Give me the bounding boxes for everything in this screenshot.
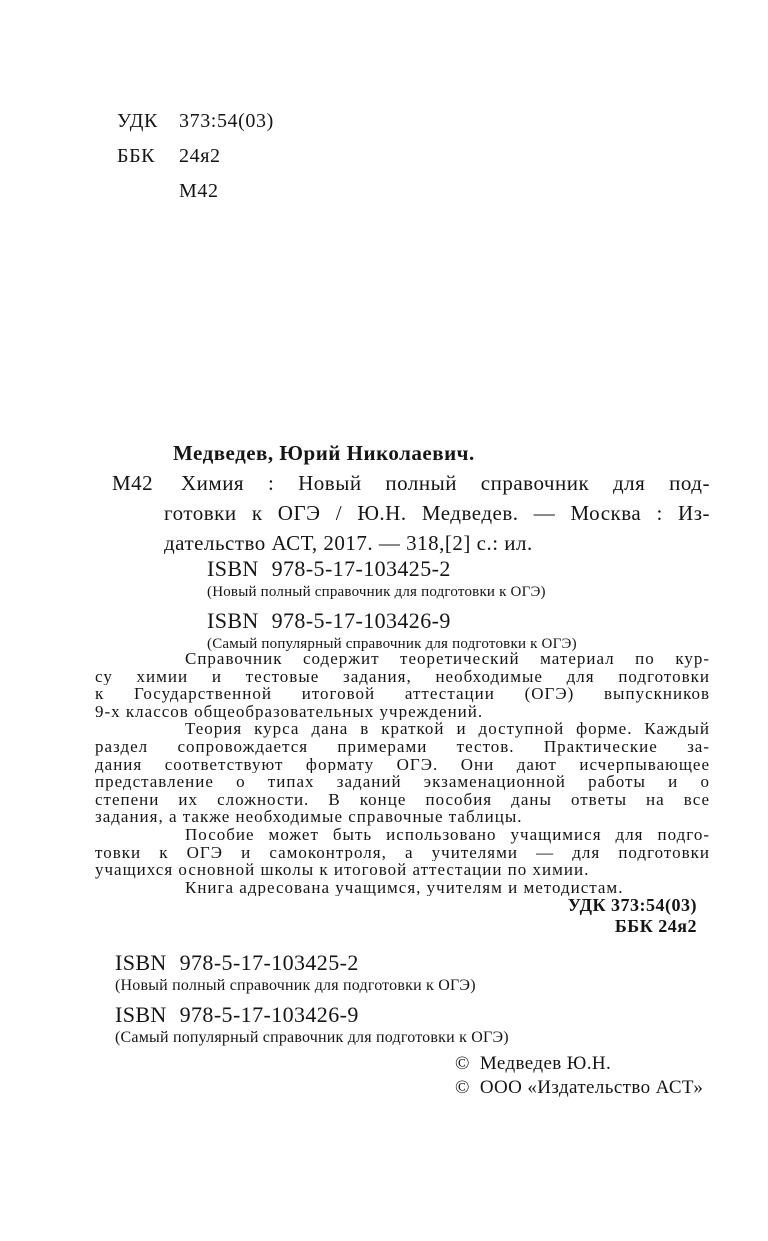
bbk-label: ББК <box>117 145 156 167</box>
m42-code-row <box>117 174 274 209</box>
udk-label: УДК <box>117 110 158 132</box>
copyright-line <box>455 1052 703 1076</box>
annotation-paragraph-4 <box>95 879 710 897</box>
record-line: Химия : Новый полный справочник для под- <box>181 471 710 495</box>
isbn-number: ISBN 978-5-17-103425-2 <box>207 556 451 581</box>
copyright-block <box>455 1052 703 1100</box>
copyright-line <box>455 1076 703 1100</box>
isbn-number: ISBN 978-5-17-103425-2 <box>115 950 359 975</box>
bibliographic-record <box>112 438 710 558</box>
annotation-line: су химии и тестовые задания, необходимые для подготовки <box>95 667 710 686</box>
annotation-line: Справочник содержит теоретический материал по кур- <box>185 650 710 668</box>
udk-right: УДК 373:54(03) <box>567 895 697 915</box>
annotation-line: Теория курса дана в краткой и доступной форме. Каждый <box>185 720 710 738</box>
annotation-line: Пособие может быть использовано учащимися для подго- <box>185 825 710 844</box>
annotation-line: к Государственной итоговой аттестации (ОГЭ) выпускников <box>95 685 710 703</box>
record-card <box>112 468 710 558</box>
record-line: готовки к ОГЭ / Ю.Н. Медведев. — Москва : Из- <box>164 501 710 525</box>
isbn-entry <box>115 1002 509 1048</box>
copyright-icon: © <box>455 1053 470 1074</box>
copyright-holder: ООО «Издательство АСТ» <box>479 1077 704 1098</box>
annotation-line: степени их сложности. В конце пособия даны ответы на все <box>95 790 710 809</box>
bbk-right: ББК 24я2 <box>614 916 697 936</box>
copyright-holder: Медведев Ю.Н. <box>479 1053 612 1074</box>
isbn-block-bottom <box>115 950 509 1054</box>
catalog-codes-top <box>117 104 274 209</box>
record-line: дательство АСТ, 2017. — 318,[2] с.: ил. <box>164 531 533 555</box>
annotation-line: раздел сопровождается примерами тестов. Практические за- <box>95 737 710 756</box>
isbn-series-note: (Самый популярный справочник для подготовки к ОГЭ) <box>115 1029 509 1046</box>
annotation-line: товки к ОГЭ и самоконтроля, а учителями — для подготовки <box>95 843 710 862</box>
catalog-number: М42 <box>112 471 154 495</box>
copyright-icon: © <box>455 1077 470 1098</box>
annotation-paragraph-1 <box>95 650 710 720</box>
isbn-number: ISBN 978-5-17-103426-9 <box>115 1002 359 1027</box>
udk-value: 373:54(03) <box>179 110 274 132</box>
isbn-block-middle <box>207 556 577 660</box>
annotation-line: задания, а также необходимые справочные таблицы. <box>95 808 523 826</box>
catalog-codes-right <box>95 895 710 937</box>
isbn-entry <box>207 556 577 602</box>
bbk-value: 24я2 <box>179 145 221 167</box>
author-name: Медведев, Юрий Николаевич. <box>173 441 475 465</box>
record-text <box>164 468 710 558</box>
annotation-line: Книга адресована учащимся, учителям и методистам. <box>185 878 624 897</box>
annotation-line: 9-х классов общеобразовательных учреждений. <box>95 702 484 721</box>
m42-value: М42 <box>179 180 219 202</box>
annotation-paragraph-2 <box>95 720 710 826</box>
annotation-paragraph-3 <box>95 826 710 879</box>
m42-label <box>117 174 179 209</box>
annotation-line: учащихся основной школы к итоговой аттестации по химии. <box>95 861 590 879</box>
isbn-series-note: (Самый популярный справочник для подготовки к ОГЭ) <box>207 636 577 652</box>
annotation <box>95 650 710 896</box>
isbn-series-note: (Новый полный справочник для подготовки к ОГЭ) <box>207 584 546 600</box>
bbk-code-row <box>117 139 274 174</box>
isbn-number: ISBN 978-5-17-103426-9 <box>207 608 451 633</box>
isbn-entry <box>207 608 577 654</box>
udk-code-row <box>117 104 274 139</box>
annotation-line: представление о типах заданий экзаменационной работы и о <box>95 773 710 791</box>
isbn-series-note: (Новый полный справочник для подготовки к ОГЭ) <box>115 977 476 994</box>
annotation-line: дания соответствуют формату ОГЭ. Они дают исчерпывающее <box>95 755 710 774</box>
isbn-entry <box>115 950 509 996</box>
